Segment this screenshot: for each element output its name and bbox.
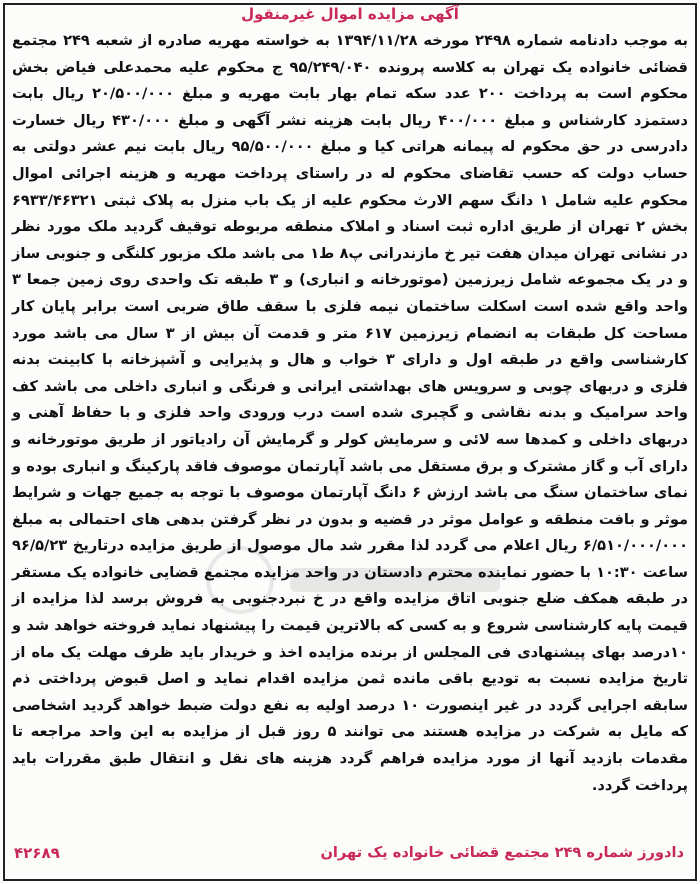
notice-title: آگهی مزایده اموال غیرمنقول	[241, 5, 459, 23]
signature-line: دادورز شماره ۲۴۹ مجتمع قضائی خانواده یک تهران	[320, 844, 684, 861]
ad-code: ۴۲۶۸۹	[14, 844, 60, 862]
notice-body: به موجب دادنامه شماره ۲۴۹۸ مورخه ۱۳۹۴/۱۱/۲۸ به خواسته مهریه صادره از شعبه ۲۴۹ مجتمع قضائی خانواده یک تهران به کلاسه پرونده ۹۵/۲۴۹/۰۴۰ ج محکوم علیه محمدعلی فیاض بخش محکوم است به پرداخت ۲۰۰ عدد سکه تمام بهار بابت مهریه و مبلغ ۲۰/۵۰۰/۰۰۰ ریال بابت دستمزد کارشناس و مبلغ ۴۰۰/۰۰۰ ریال بابت هزینه نشر آگهی و مبلغ ۴۳۰/۰۰۰ ریال خسارت دادرسی در حق محکوم له پیمانه هراتی کیا و مبلغ ۹۵/۵۰۰/۰۰۰ ریال بابت نیم عشر دولتی به حساب دولت که حسب تقاضای محکوم له در راستای پرداخت مهریه و هزینه اجرائی اموال محکوم علیه شامل ۱ دانگ سهم الارث محکوم علیه از یک باب منزل به پلاک ثبتی ۶۹۳۳/۴۶۳۲۱ بخش ۲ تهران از طریق اداره ثبت اسناد و املاک منطقه مربوطه توقیف گردید ملک مورد نظر در نشانی تهران میدان هفت تیر خ مازندرانی پ۸ ط۱ می باشد ملک مزبور کلنگی و جنوبی ساز و در یک مجموعه شامل زیرزمین (موتورخانه و انباری) و ۳ طبقه تک واحدی روی زمین جمعا ۳ واحد واقع شده است اسکلت ساختمان نیمه فلزی با سقف طاق ضربی است برابر پایان کار مساحت کل طبقات به انضمام زیرزمین ۶۱۷ متر و قدمت آن بیش از ۳ سال می باشد مورد کارشناسی واقع در طبقه اول و دارای ۳ خواب و هال و پذیرایی و آشپزخانه با کابینت بدنه فلزی و دربهای چوبی و سرویس های بهداشتی ایرانی و فرنگی و انباری داخلی می باشد کف واحد سرامیک و بدنه نقاشی و گچبری شده است درب ورودی واحد فلزی و با حفاظ آهنی و دربهای داخلی و کمدها سه لائی و سرمایش کولر و گرمایش آن رادیاتور از طریق موتورخانه و دارای آب و گاز مشترک و برق مستقل می باشد آپارتمان موصوف فاقد پارکینگ و انباری بوده و نمای ساختمان سنگ می باشد ارزش ۶ دانگ آپارتمان موصوف با توجه به جمیع جهات و شرایط موثر و بافت منطقه و عوامل موثر در قضیه و بدون در نظر گرفتن بدهی های احتمالی به مبلغ ۶/۵۱۰/۰۰۰/۰۰۰ ریال اعلام می گردد لذا مقرر شد مال موصول از طریق مزایده درتاریخ ۹۶/۵/۲۳ ساعت ۱۰:۳۰ با حضور نماینده محترم دادستان در واحد مزایده مجتمع قضایی خانواده یک مستقر در طبقه همکف ضلع جنوبی اتاق مزایده واقع در خ نبردجنوبی به فروش برسد لذا مزایده از قیمت پایه کارشناسی شروع و به کسی که بالاترین قیمت را پیشنهاد نماید فروخته خواهد شد و ۱۰درصد بهای پیشنهادی فی المجلس از برنده مزایده اخذ و خریدار باید ظرف مهلت یک ماه از تاریخ مزایده نسبت به تودیع باقی مانده ثمن مزایده اقدام نماید و اصل قبوض پرداختی ذم سابقه اجرایی گردد در غیر اینصورت ۱۰ درصد اولیه به نفع دولت ضبط خواهد گردید اشخاصی که مایل به شرکت در مزایده هستند می توانند ۵ روز قبل از مزایده به این واحد مراجعه تا مقدمات بازدید آنها از مورد مزایده فراهم گردد هزینه های نقل و انتقال طبق مقررات باید پرداخت گردد.	[12, 32, 689, 794]
notice-footer	[12, 840, 688, 872]
